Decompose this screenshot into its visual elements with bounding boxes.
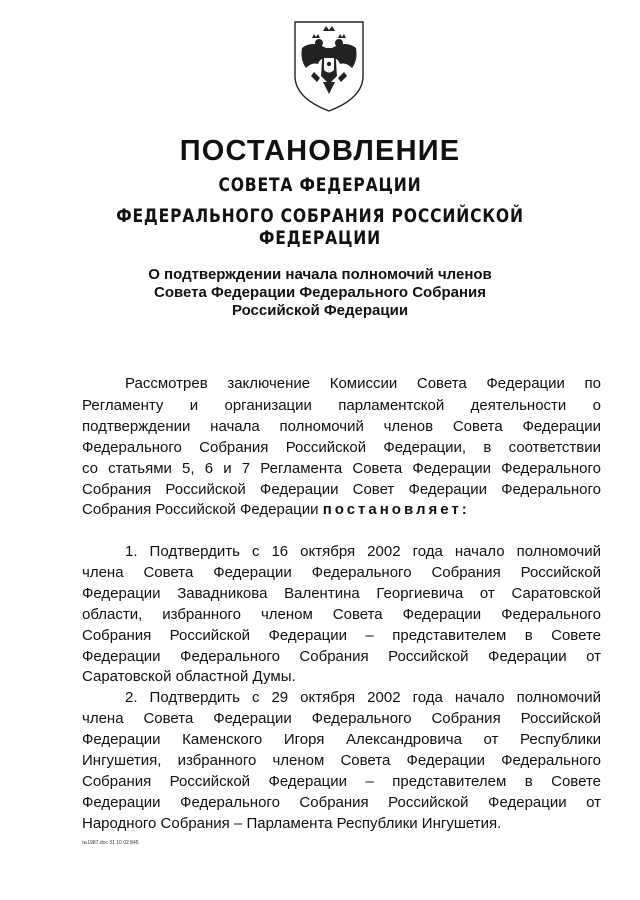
issuer-line-1: СОВЕТА ФЕДЕРАЦИИ <box>218 174 422 196</box>
document-title: ПОСТАНОВЛЕНИЕ <box>179 135 461 167</box>
preamble-line: подтверждении начала полномочий членов Совета Федерации <box>82 418 601 435</box>
item-line: Ингушетия, избранного членом Совета Федерации Федерального <box>82 752 601 769</box>
item-line: области, избранного членом Совета Федерации Федерального <box>82 606 601 623</box>
item-line: Саратовской областной Думы. <box>82 668 296 685</box>
subject-line: Совета Федерации Федерального Собрания <box>153 284 487 301</box>
item-line: Федерации Завадникова Валентина Георгиевича от Саратовской <box>82 585 601 602</box>
item-line: 2. Подтвердить с 29 октября 2002 года начало полномочий <box>125 689 601 706</box>
item-line: Федерации Федерального Собрания Российской Федерации от <box>82 648 601 665</box>
item-line: Собрания Российской Федерации – представителем в Совете <box>82 627 601 644</box>
resolves-word: постановляет: <box>322 501 470 518</box>
preamble-line-prefix: Собрания Российской Федерации <box>82 501 323 518</box>
preamble-line: со статьями 5, 6 и 7 Регламента Совета Федерации Федерального <box>82 460 601 477</box>
item-line: Федерации Федерального Собрания Российской Федерации от <box>82 794 601 811</box>
footer-document-code: №1987.doc 31 10 02 845 <box>82 840 139 846</box>
preamble-line: Федерального Собрания Российской Федерации, в соответствии <box>82 439 601 456</box>
item-line: Собрания Российской Федерации – представителем в Совете <box>82 773 601 790</box>
item-line: 1. Подтвердить с 16 октября 2002 года начало полномочий <box>125 543 601 560</box>
preamble-line: Рассмотрев заключение Комиссии Совета Федерации по <box>125 375 601 392</box>
subject-line: О подтверждении начала полномочий членов <box>148 266 492 283</box>
item-line: Народного Собрания – Парламента Республики Ингушетия. <box>82 815 502 832</box>
issuer-line-2: ФЕДЕРАЛЬНОГО СОБРАНИЯ РОССИЙСКОЙ ФЕДЕРАЦИИ <box>116 205 524 249</box>
item-line: Федерации Каменского Игоря Александровича от Республики <box>82 731 601 748</box>
document-subject <box>0 266 640 320</box>
preamble-line: Регламенту и организации парламентской деятельности о <box>82 397 601 414</box>
item-line: члена Совета Федерации Федерального Собрания Российской <box>82 564 601 581</box>
item-line: члена Совета Федерации Федерального Собрания Российской <box>82 710 601 727</box>
preamble-line: Собрания Российской Федерации Совет Федерации Федерального <box>82 481 601 498</box>
coat-of-arms-icon <box>290 18 368 114</box>
subject-line: Российской Федерации <box>231 302 409 319</box>
preamble-line-final <box>82 501 601 519</box>
